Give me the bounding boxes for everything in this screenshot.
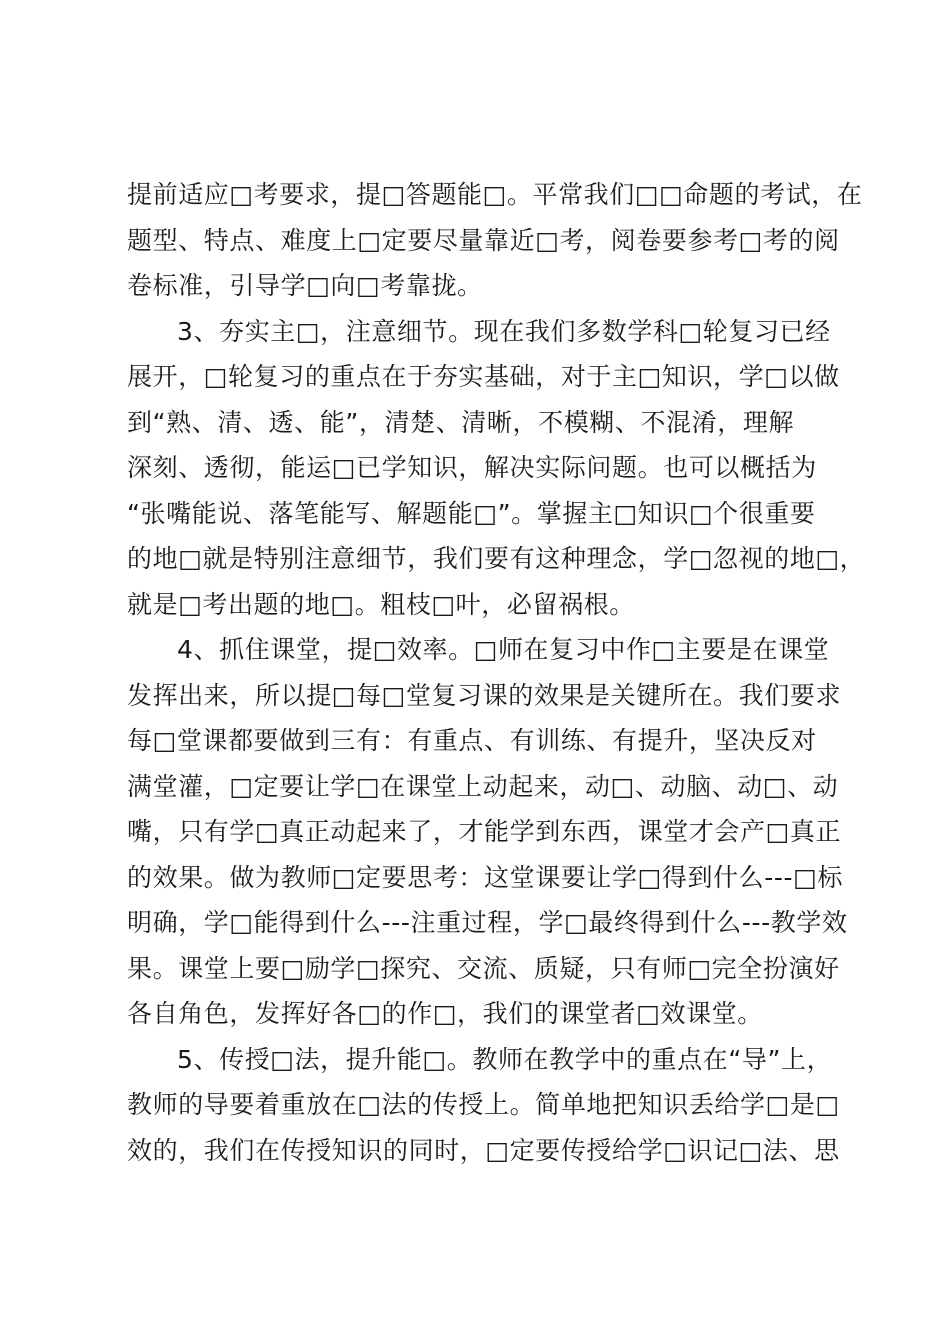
document-body (127, 172, 866, 1173)
text-line: 到“熟、清、透、能”，清楚、清晰，不模糊、不混淆，理解 (127, 407, 795, 437)
text-line: 卷标准，引导学□向□考靠拢。 (127, 271, 483, 300)
text-line: 的地□就是特别注意细节，我们要有这种理念，学□忽视的地□， (127, 544, 866, 573)
text-line: 的效果。做为教师□定要思考：这堂课要让学□得到什么---□标 (127, 862, 843, 892)
text-line: 提前适应□考要求，提□答题能□。平常我们□□命题的考试，在 (127, 180, 863, 209)
text-line: 明确，学□能得到什么---注重过程，学□最终得到什么---教学效 (127, 908, 848, 937)
text-line: 每□堂课都要做到三有：有重点、有训练、有提升，坚决反对 (127, 726, 817, 755)
text-line: 深刻、透彻，能运□已学知识，解决实际问题。也可以概括为 (127, 453, 817, 482)
text-line: 满堂灌，□定要让学□在课堂上动起来，动□、动脑、动□、动 (127, 771, 839, 801)
text-line: 教师的导要着重放在□法的传授上。简单地把知识丢给学□是□ (127, 1090, 840, 1119)
text-line: 效的，我们在传授知识的同时，□定要传授给学□识记□法、思 (127, 1135, 840, 1165)
text-line: 果。课堂上要□励学□探究、交流、质疑，只有师□完全扮演好 (127, 953, 840, 983)
paragraph-3-start: 3、夯实主□，注意细节。现在我们多数学科□轮复习已经 (177, 316, 831, 346)
paragraph-5-start: 5、传授□法，提升能□。教师在教学中的重点在“导”上， (177, 1044, 833, 1074)
text-line: 题型、特点、难度上□定要尽量靠近□考，阅卷要参考□考的阅 (127, 225, 840, 255)
text-line: 嘴，只有学□真正动起来了，才能学到东西，课堂才会产□真正 (127, 817, 842, 846)
paragraph-4-start: 4、抓住课堂，提□效率。□师在复习中作□主要是在课堂 (177, 635, 830, 664)
text-line: 发挥出来，所以提□每□堂复习课的效果是关键所在。我们要求 (127, 680, 842, 710)
text-line: “张嘴能说、落笔能写、解题能□”。掌握主□知识□个很重要 (127, 498, 816, 528)
text-line: 展开，□轮复习的重点在于夯实基础，对于主□知识，学□以做 (127, 362, 840, 391)
text-line: 就是□考出题的地□。粗枝□叶，必留祸根。 (127, 589, 635, 619)
text-line: 各自角色，发挥好各□的作□，我们的课堂者□效课堂。 (127, 999, 763, 1028)
